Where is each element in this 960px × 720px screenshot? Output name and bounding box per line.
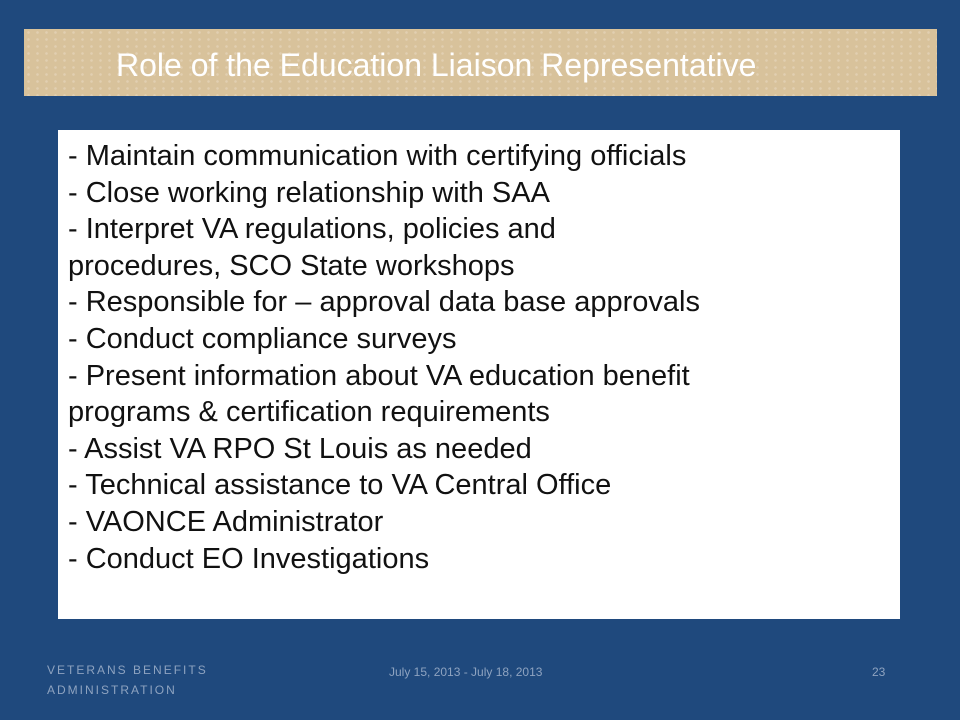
slide-title: Role of the Education Liaison Representative [116, 47, 757, 83]
bullet-line: - Maintain communication with certifying officials [68, 140, 687, 172]
bullet-line: - Conduct EO Investigations [68, 542, 430, 575]
slide-page-number: 23 [872, 665, 886, 679]
bullet-line: - VAONCE Administrator [68, 505, 384, 538]
bullet-line: - Close working relationship with SAA [68, 176, 550, 209]
bullet-line: - Conduct compliance surveys [68, 322, 457, 355]
footer-dates: July 15, 2013 - July 18, 2013 [389, 665, 543, 679]
bullet-line: - Responsible for – approval data base approvals [68, 286, 700, 319]
footer-organization-line2: ADMINISTRATION [47, 683, 177, 697]
slide-title-bar [24, 29, 937, 96]
bullet-line: - Technical assistance to VA Central Office [68, 469, 612, 502]
footer-organization-line1: VETERANS BENEFITS [47, 663, 208, 677]
bullet-line-continuation: programs & certification requirements [68, 396, 550, 429]
bullet-line-continuation: procedures, SCO State workshops [68, 249, 515, 282]
bullet-line: - Assist VA RPO St Louis as needed [68, 432, 532, 465]
slide-content-box [58, 130, 900, 619]
bullet-line: - Present information about VA education benefit [68, 359, 690, 392]
bullet-line: - Interpret VA regulations, policies and [68, 213, 556, 246]
footer-organization [47, 660, 217, 700]
